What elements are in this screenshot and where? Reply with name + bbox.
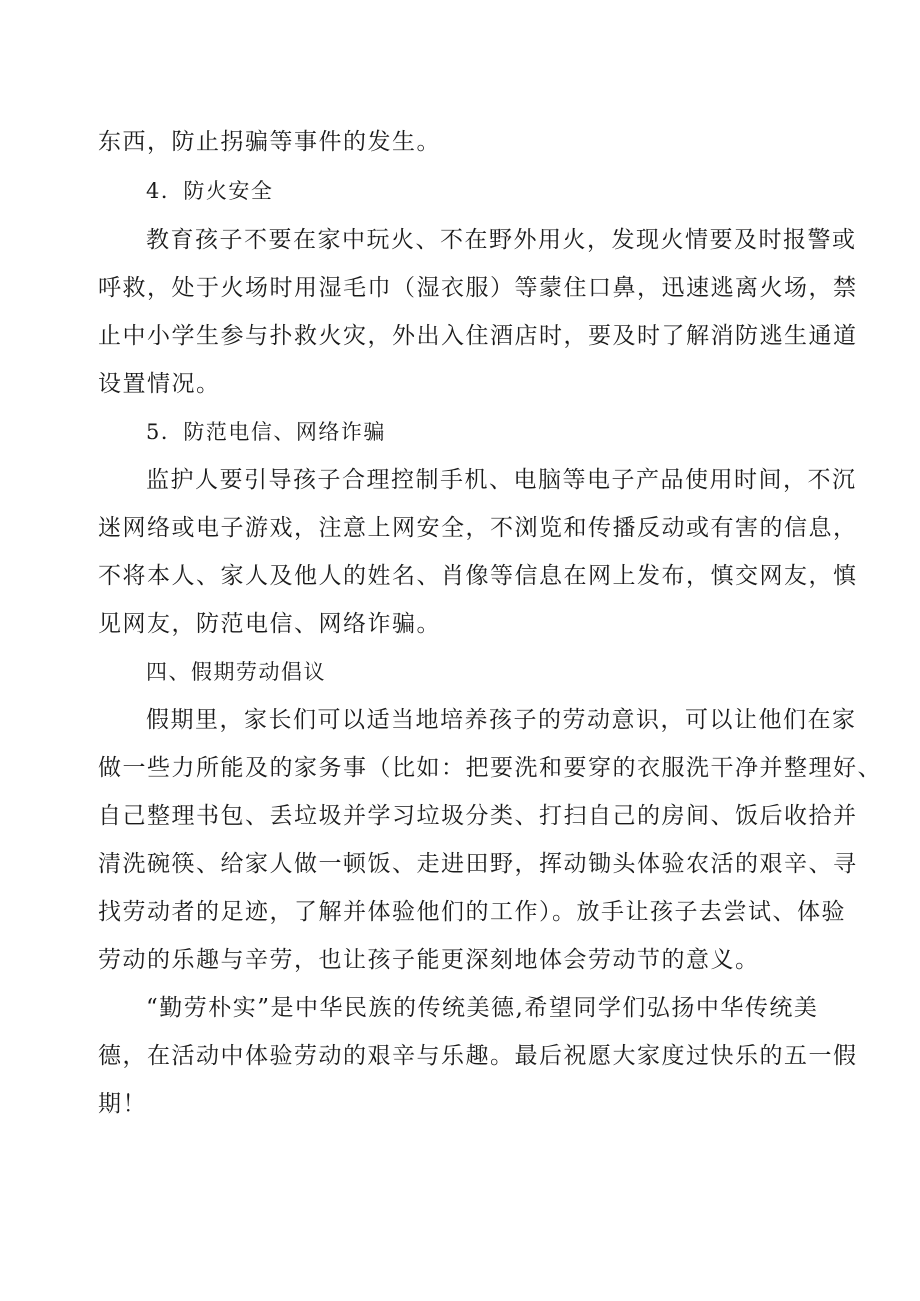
text-line: 假期里，家长们可以适当地培养孩子的劳动意识，可以让他们在家 (146, 707, 857, 733)
section-heading-labor-proposal: 四、假期劳动倡议 (146, 660, 326, 684)
text-line: 劳动的乐趣与辛劳，也让孩子能更深刻地体会劳动节的意义。 (98, 947, 760, 973)
text-line: 止中小学生参与扑救火灾，外出入住酒店时，要及时了解消防逃生通道 (98, 323, 858, 349)
section-heading-fire-safety: 4．防火安全 (146, 179, 274, 203)
section-heading-fraud-prevention: 5．防范电信、网络诈骗 (146, 420, 386, 444)
text-line: 找劳动者的足迹，了解并体验他们的工作）。放手让孩子去尝试、体验 (98, 899, 846, 925)
text-line: 教育孩子不要在家中玩火、不在野外用火，发现火情要及时报警或 (146, 227, 857, 253)
text-line: 设置情况。 (98, 371, 221, 397)
text-line: 做一些力所能及的家务事（比如：把要洗和要穿的衣服洗干净并整理好、 (98, 755, 882, 781)
text-line: 德，在活动中体验劳动的艰辛与乐趣。最后祝愿大家度过快乐的五一假 (98, 1043, 858, 1069)
text-line: 东西，防止拐骗等事件的发生。 (98, 129, 441, 155)
text-line: 不将本人、家人及他人的姓名、肖像等信息在网上发布，慎交网友，慎 (98, 563, 858, 589)
text-line: 迷网络或电子游戏，注意上网安全，不浏览和传播反动或有害的信息， (98, 515, 858, 541)
text-line: 期！ (98, 1091, 147, 1117)
text-line: 自己整理书包、丢垃圾并学习垃圾分类、打扫自己的房间、饭后收拾并 (98, 803, 858, 829)
text-line: 呼救，处于火场时用湿毛巾（湿衣服）等蒙住口鼻，迅速逃离火场，禁 (98, 275, 858, 301)
text-line: 监护人要引导孩子合理控制手机、电脑等电子产品使用时间，不沉 (146, 467, 857, 493)
text-line: 清洗碗筷、给家人做一顿饭、走进田野，挥动锄头体验农活的艰辛、寻 (98, 851, 858, 877)
text-line: 见网友，防范电信、网络诈骗。 (98, 611, 441, 637)
text-line: “勤劳朴实”是中华民族的传统美德,希望同学们弘扬中华传统美 (146, 995, 819, 1021)
